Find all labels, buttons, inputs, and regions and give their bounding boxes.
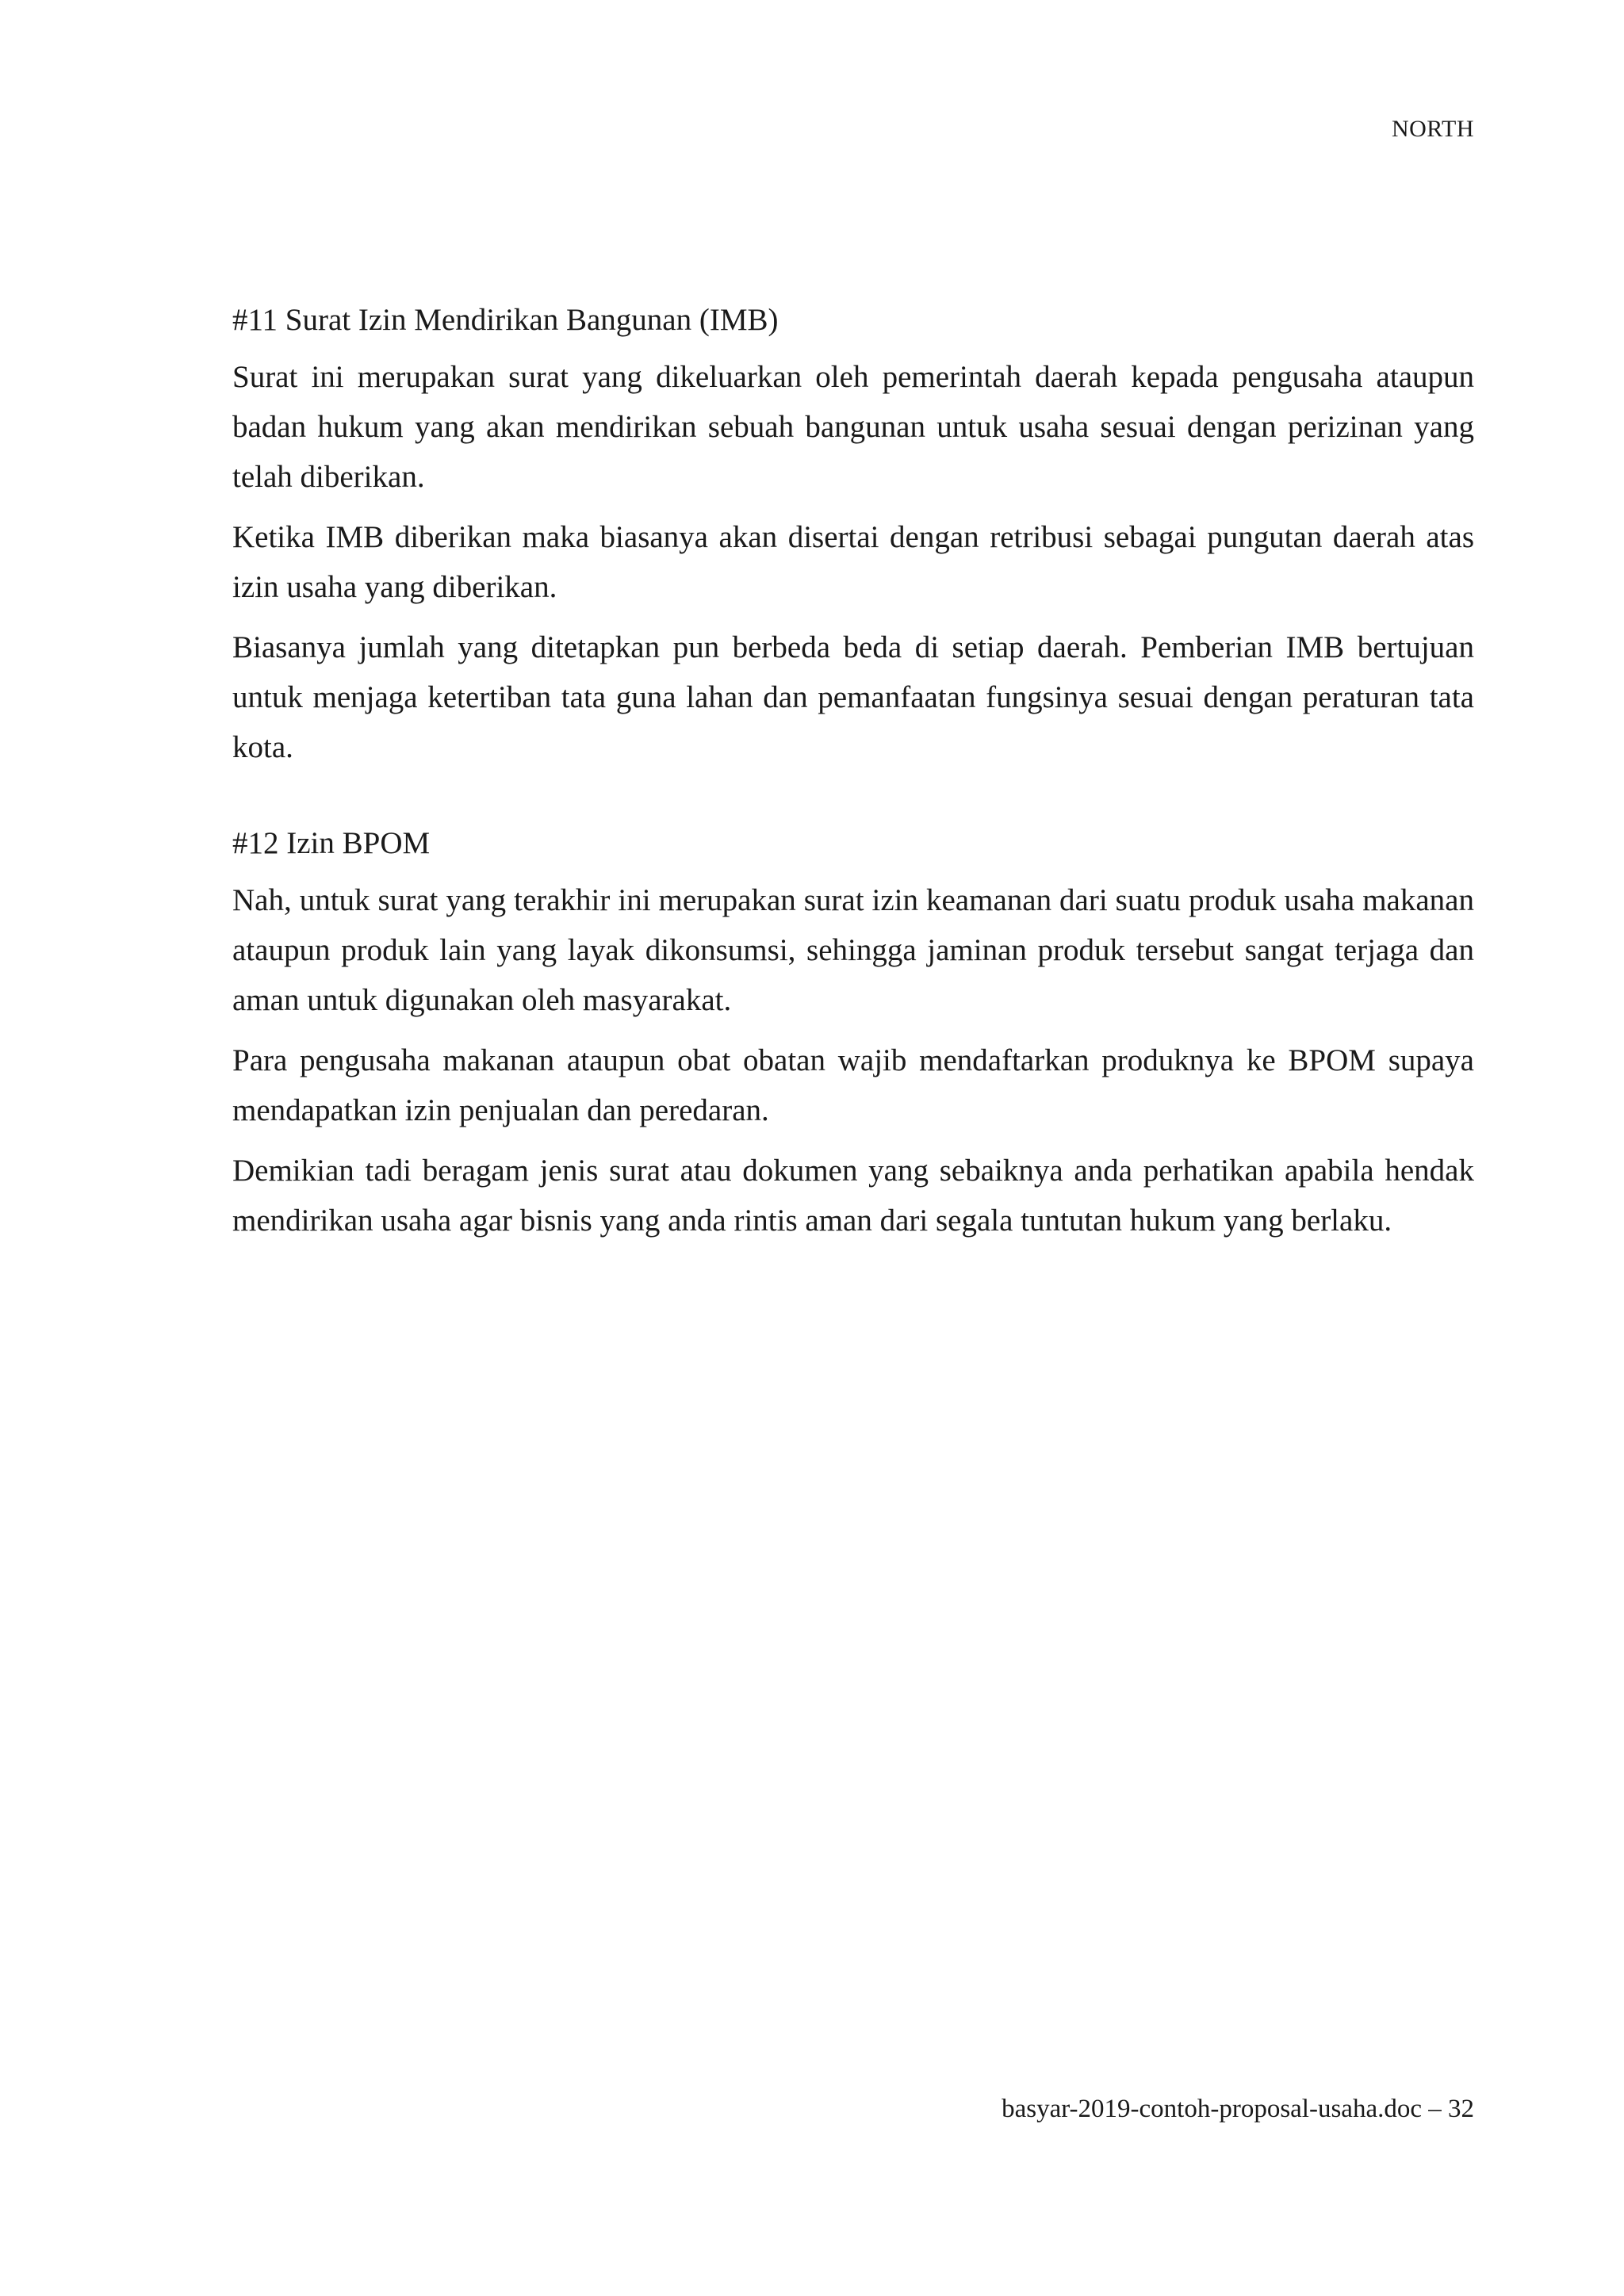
paragraph: Nah, untuk surat yang terakhir ini merupakan surat izin keamanan dari suatu produk usaha makanan ataupun produk lain yang layak dikonsumsi, sehingga jaminan produk tersebut sangat terjaga dan aman untuk digunakan oleh masyarakat. [232, 883, 1474, 1017]
paragraph: Ketika IMB diberikan maka biasanya akan disertai dengan retribusi sebagai pungutan daerah atas izin usaha yang diberikan. [232, 520, 1474, 604]
section-heading: #11 Surat Izin Mendirikan Bangunan (IMB) [232, 303, 779, 337]
paragraph: Surat ini merupakan surat yang dikeluarkan oleh pemerintah daerah kepada pengusaha ataupun badan hukum yang akan mendirikan sebuah bangunan untuk usaha sesuai dengan perizinan yang telah diberikan. [232, 360, 1474, 494]
paragraph: Biasanya jumlah yang ditetapkan pun berbeda beda di setiap daerah. Pemberian IMB bertujuan untuk menjaga ketertiban tata guna lahan dan pemanfaatan fungsinya sesuai dengan peraturan tata kota. [232, 630, 1474, 764]
page-header: NORTH [1391, 116, 1474, 142]
paragraph: Para pengusaha makanan ataupun obat obatan wajib mendaftarkan produknya ke BPOM supaya mendapatkan izin penjualan dan peredaran. [232, 1043, 1474, 1127]
paragraph: Demikian tadi beragam jenis surat atau dokumen yang sebaiknya anda perhatikan apabila hendak mendirikan usaha agar bisnis yang anda rintis aman dari segala tuntutan hukum yang berlaku. [232, 1154, 1474, 1238]
section-bpom [232, 821, 1474, 1246]
section-heading: #12 Izin BPOM [232, 826, 431, 860]
page-footer: basyar-2019-contoh-proposal-usaha.doc – 32 [1002, 2095, 1474, 2123]
section-imb [232, 298, 1474, 772]
document-body [232, 298, 1474, 1256]
